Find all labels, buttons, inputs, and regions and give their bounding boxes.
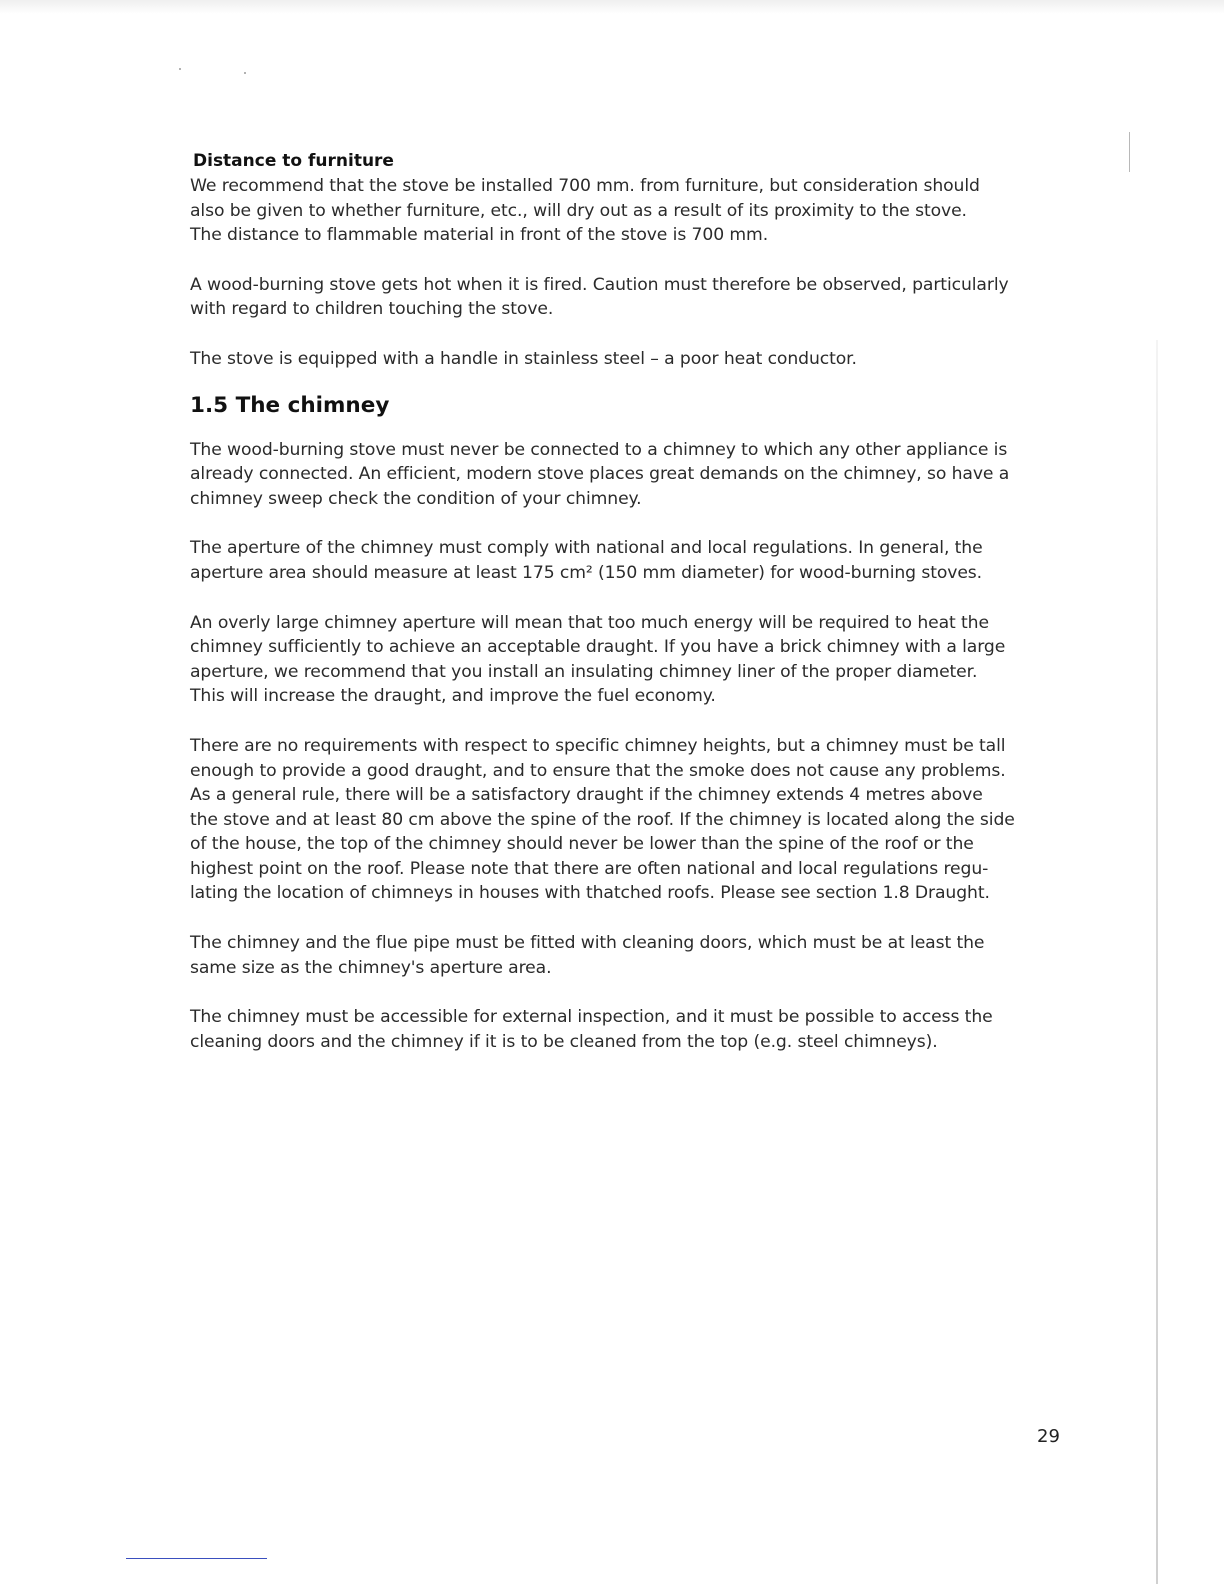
text-line: The distance to flammable material in front of the stove is 700 mm.: [190, 225, 769, 246]
text-line: A wood-burning stove gets hot when it is fired. Caution must therefore be observed, particularly: [190, 274, 1009, 295]
page-edge-shadow: [1156, 340, 1158, 1584]
text-line: lating the location of chimneys in houses with thatched roofs. Please see section 1.8 Draught.: [190, 883, 990, 904]
text-line: The aperture of the chimney must comply with national and local regulations. In general, the: [190, 538, 983, 559]
chimney-paragraph-6: [190, 1005, 1025, 1054]
text-line: highest point on the roof. Please note that there are often national and local regulations regu-: [190, 858, 989, 879]
text-line: with regard to children touching the stove.: [190, 299, 554, 320]
text-line: We recommend that the stove be installed 700 mm. from furniture, but consideration should: [190, 176, 980, 196]
text-line: The chimney and the flue pipe must be fitted with cleaning doors, which must be at least the: [190, 933, 985, 954]
text-line: also be given to whether furniture, etc., will dry out as a result of its proximity to the stove.: [190, 200, 967, 221]
scan-top-strip: [0, 0, 1224, 14]
text-line: The wood-burning stove must never be connected to a chimney to which any other appliance is: [190, 439, 1008, 460]
text-line: An overly large chimney aperture will mean that too much energy will be required to heat the: [190, 612, 989, 633]
text-line: aperture area should measure at least 175 cm² (150 mm diameter) for wood-burning stoves.: [190, 562, 983, 583]
footer-rule: [126, 1558, 267, 1559]
chimney-paragraph-3: [190, 611, 1025, 709]
chimney-paragraph-2: [190, 536, 1025, 585]
furniture-paragraph: [190, 174, 1025, 248]
caution-paragraph: [190, 273, 1025, 322]
text-line: enough to provide a good draught, and to ensure that the smoke does not cause any problems.: [190, 760, 1006, 781]
text-line: The stove is equipped with a handle in stainless steel – a poor heat conductor.: [190, 348, 857, 369]
page-content: [190, 148, 1025, 1079]
text-line: of the house, the top of the chimney should never be lower than the spine of the roof or the: [190, 834, 974, 855]
text-line: same size as the chimney's aperture area.: [190, 957, 552, 978]
chimney-paragraph-1: [190, 438, 1025, 512]
page-number: 29: [1037, 1426, 1060, 1447]
text-line: cleaning doors and the chimney if it is to be cleaned from the top (e.g. steel chimneys).: [190, 1031, 938, 1052]
margin-tick: [1129, 132, 1130, 172]
text-line: chimney sweep check the condition of your chimney.: [190, 488, 642, 509]
text-line: As a general rule, there will be a satisfactory draught if the chimney extends 4 metres above: [190, 785, 983, 806]
scan-speck: [179, 68, 181, 70]
text-line: This will increase the draught, and improve the fuel economy.: [190, 686, 716, 707]
text-line: There are no requirements with respect to specific chimney heights, but a chimney must be tall: [190, 735, 1006, 756]
text-line: chimney sufficiently to achieve an acceptable draught. If you have a brick chimney with a large: [190, 637, 1006, 658]
chimney-paragraph-4: [190, 734, 1025, 906]
chimney-section-heading: 1.5 The chimney: [190, 392, 390, 418]
chimney-paragraph-5: [190, 931, 1025, 980]
text-line: the stove and at least 80 cm above the spine of the roof. If the chimney is located along the side: [190, 809, 1015, 830]
text-line: The chimney must be accessible for external inspection, and it must be possible to access the: [190, 1007, 993, 1028]
scan-speck: [244, 72, 246, 74]
furniture-heading: Distance to furniture: [193, 151, 394, 171]
handle-paragraph: [190, 347, 1025, 372]
text-line: aperture, we recommend that you install an insulating chimney liner of the proper diameter.: [190, 661, 978, 682]
text-line: already connected. An efficient, modern stove places great demands on the chimney, so have a: [190, 464, 1010, 485]
